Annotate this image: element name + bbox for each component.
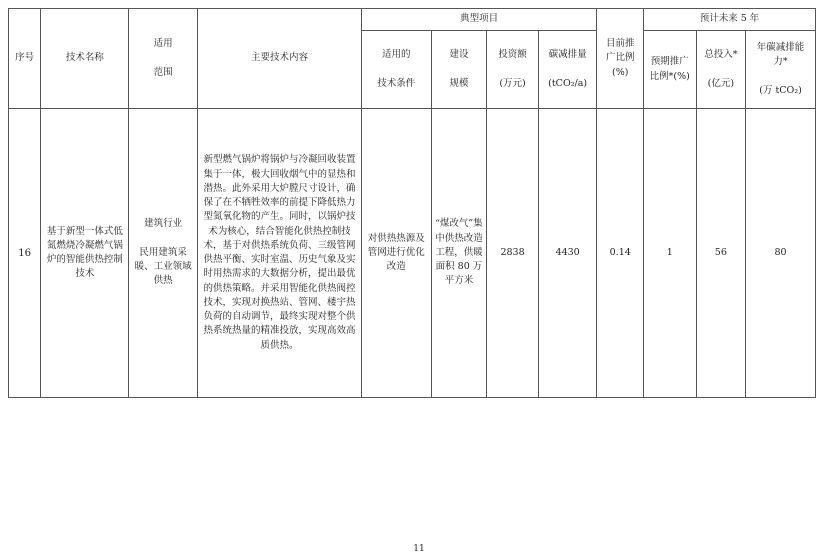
header-typical-scale: 建设 规模 [431, 31, 487, 109]
row-current-ratio: 0.14 [597, 109, 644, 398]
table-row [9, 109, 816, 398]
row-conditions: 对供热热源及管网进行优化改造 [361, 109, 431, 398]
row-forecast-ratio: 1 [643, 109, 696, 398]
header-forecast-group: 预计未来 5 年 [643, 9, 815, 31]
header-typical-investment: 投资额 (万元) [487, 31, 539, 109]
row-forecast-reduction: 80 [746, 109, 816, 398]
header-typical-conditions: 适用的 技术条件 [361, 31, 431, 109]
header-content: 主要技术内容 [198, 9, 362, 109]
technology-table [8, 8, 816, 398]
header-typical-project: 典型项目 [361, 9, 597, 31]
row-tech-name: 基于新型一体式低氮燃烧冷凝燃气锅炉的智能供热控制技术 [41, 109, 129, 398]
row-content: 新型燃气锅炉将锅炉与冷凝回收装置集于一体，极大回收烟气中的显热和潜热。此外采用大炉膛尺寸设计，确保了在不牺牲效率的前提下降低热力型氮氧化物的产生。同时，以锅炉技术为核心，结合智能化供热控制技术，基于对供热系统负荷、三级管网供热平衡、实时室温、历史气象及实时用热需求的大数据分析，提出最优的供热策略。并采用智能化供热阀控技术，实现对换热站、管网、楼宇热负荷的自动调节，最终实现对整个供热系统热量的精准投放，实现高效高质供热。 [198, 109, 362, 398]
row-forecast-investment: 56 [696, 109, 746, 398]
row-investment: 2838 [487, 109, 539, 398]
header-current-ratio: 目前推 广比例 (%) [597, 9, 644, 109]
header-forecast-investment: 总投入* (亿元) [696, 31, 746, 109]
header-index: 序号 [9, 9, 41, 109]
header-scope: 适用 范围 [129, 9, 198, 109]
header-forecast-ratio: 预期推广 比例*(%) [643, 31, 696, 109]
header-forecast-reduction: 年碳减排能 力* (万 tCO₂) [746, 31, 816, 109]
header-typical-reduction: 碳减排量 (tCO₂/a) [538, 31, 597, 109]
header-tech-name: 技术名称 [41, 9, 129, 109]
page-number: 11 [413, 544, 425, 554]
header-row-1 [9, 9, 816, 31]
row-scale: “煤改气”集中供热改造工程，供暖面积 80 万平方米 [431, 109, 487, 398]
row-index: 16 [9, 109, 41, 398]
row-reduction: 4430 [538, 109, 597, 398]
row-scope: 建筑行业 民用建筑采暖、工业领域供热 [129, 109, 198, 398]
